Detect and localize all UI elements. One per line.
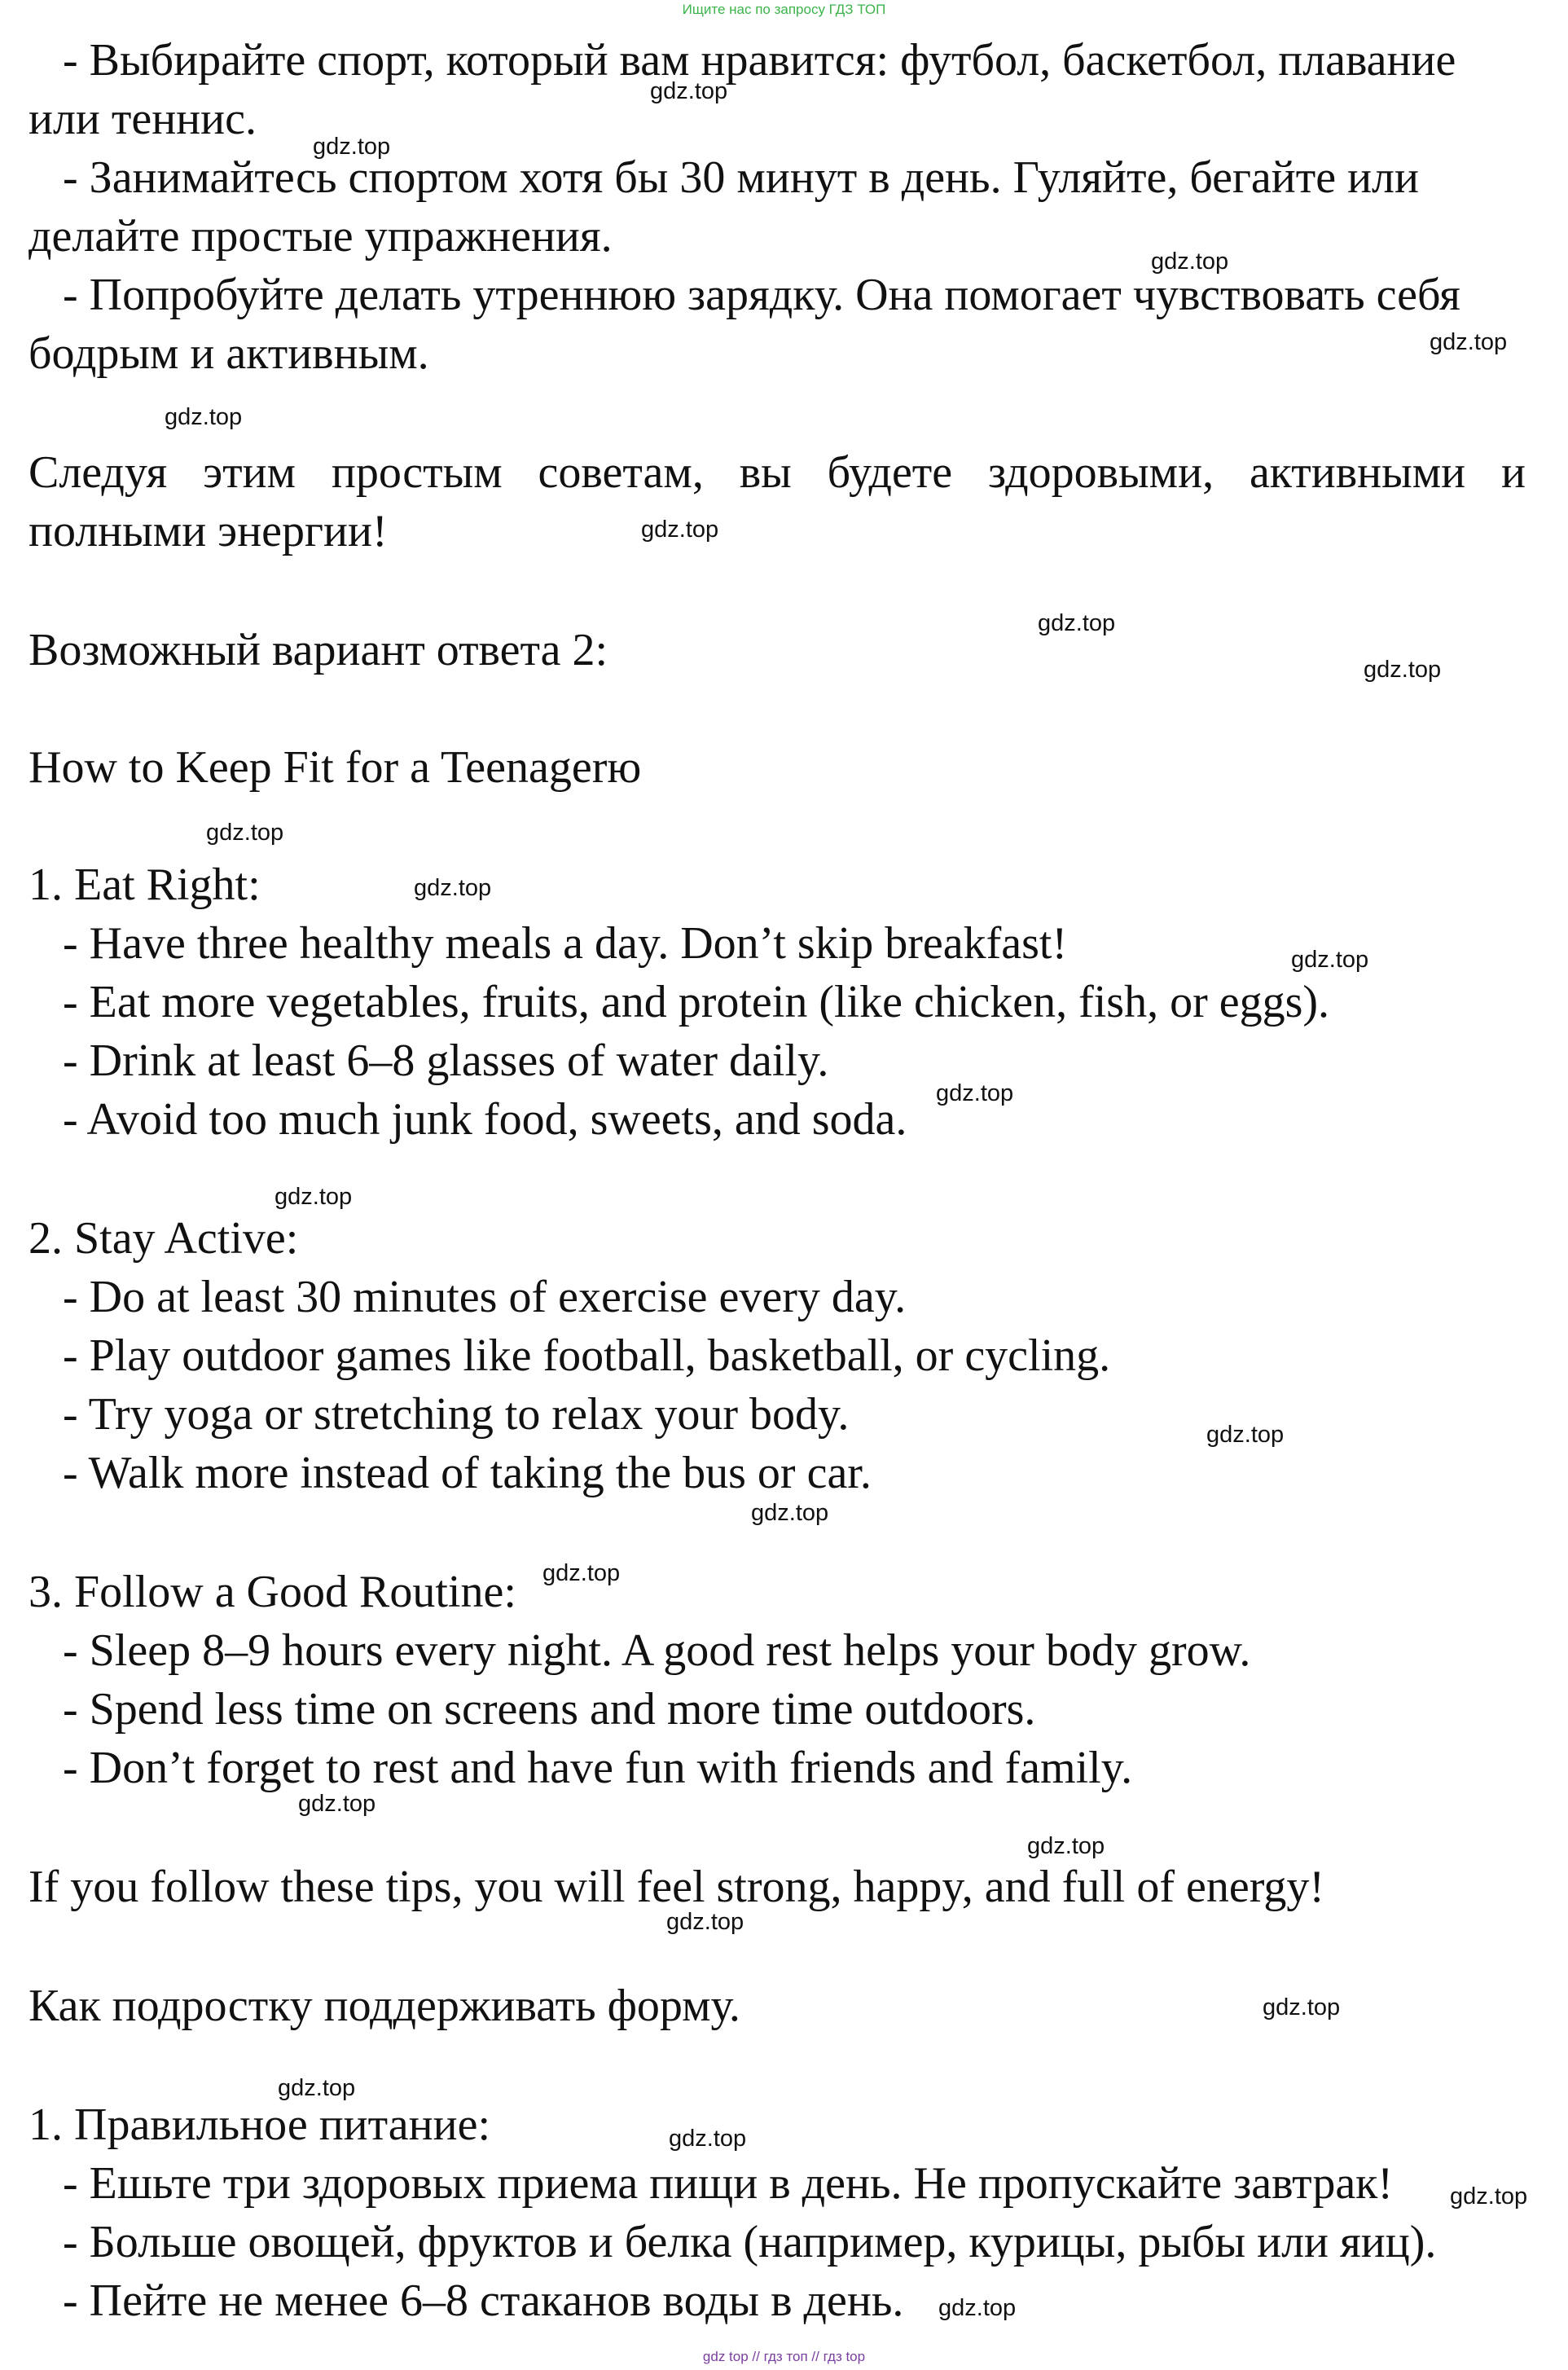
list-item: - Avoid too much junk food, sweets, and soda. bbox=[63, 1094, 907, 1145]
watermark-text: gdz.top bbox=[650, 78, 728, 104]
watermark-text: gdz.top bbox=[1027, 1833, 1105, 1859]
section-heading: 1. Eat Right: bbox=[29, 860, 261, 910]
list-item: - Spend less time on screens and more time outdoors. bbox=[63, 1684, 1036, 1735]
watermark-text: gdz.top bbox=[278, 2075, 356, 2101]
watermark-text: gdz.top bbox=[298, 1791, 376, 1817]
watermark-text: gdz.top bbox=[1450, 2183, 1528, 2210]
section-heading: 1. Правильное питание: bbox=[29, 2100, 490, 2150]
text-line: полными энергии! bbox=[29, 506, 388, 556]
watermark-text: gdz.top bbox=[165, 404, 243, 430]
watermark-text: gdz.top bbox=[641, 517, 719, 543]
watermark-text: gdz.top bbox=[1038, 610, 1116, 636]
text-line: Следуя этим простым советам, вы будете здоровыми, активными и bbox=[29, 447, 1526, 498]
watermark-text: gdz.top bbox=[1430, 329, 1508, 355]
watermark-text: gdz.top bbox=[751, 1500, 829, 1526]
watermark-text: gdz.top bbox=[938, 2295, 1017, 2321]
text-line: бодрым и активным. bbox=[29, 328, 429, 379]
watermark-text: gdz.top bbox=[1206, 1422, 1285, 1448]
document-title: Как подростку поддерживать форму. bbox=[29, 1981, 740, 2031]
list-item: - Have three healthy meals a day. Don’t skip breakfast! bbox=[63, 918, 1068, 969]
text-line: - Выбирайте спорт, который вам нравится: футбол, баскетбол, плавание bbox=[63, 35, 1456, 86]
watermark-text: gdz.top bbox=[275, 1184, 353, 1210]
watermark-text: gdz.top bbox=[542, 1560, 621, 1586]
section-heading: Возможный вариант ответа 2: bbox=[29, 625, 608, 675]
text-line: - Попробуйте делать утреннюю зарядку. Она помогает чувствовать себя bbox=[63, 270, 1460, 320]
watermark-text: gdz.top bbox=[936, 1080, 1014, 1106]
text-line: делайте простые упражнения. bbox=[29, 211, 613, 262]
watermark-text: gdz.top bbox=[1291, 947, 1369, 973]
watermark-text: gdz.top bbox=[313, 134, 391, 160]
section-heading: 2. Stay Active: bbox=[29, 1213, 299, 1264]
watermark-text: gdz.top bbox=[666, 1909, 744, 1935]
list-item: - Eat more vegetables, fruits, and protein (like chicken, fish, or eggs). bbox=[63, 977, 1330, 1027]
top-banner: Ищите нас по запросу ГДЗ ТОП bbox=[682, 2, 886, 17]
list-item: - Больше овощей, фруктов и белка (например, курицы, рыбы или яиц). bbox=[63, 2217, 1437, 2267]
list-item: - Пейте не менее 6–8 стаканов воды в день. bbox=[63, 2275, 904, 2326]
watermark-text: gdz.top bbox=[669, 2126, 747, 2152]
list-item: - Drink at least 6–8 glasses of water daily. bbox=[63, 1036, 829, 1086]
list-item: - Don’t forget to rest and have fun with friends and family. bbox=[63, 1743, 1133, 1793]
list-item: - Ешьте три здоровых приема пищи в день. Не пропускайте завтрак! bbox=[63, 2158, 1394, 2209]
watermark-text: gdz.top bbox=[206, 820, 284, 846]
section-heading: 3. Follow a Good Routine: bbox=[29, 1567, 516, 1617]
list-item: - Sleep 8–9 hours every night. A good rest helps your body grow. bbox=[63, 1625, 1251, 1676]
text-line: - Занимайтесь спортом хотя бы 30 минут в день. Гуляйте, бегайте или bbox=[63, 152, 1419, 203]
watermark-text: gdz.top bbox=[1151, 248, 1229, 275]
conclusion-text: If you follow these tips, you will feel strong, happy, and full of energy! bbox=[29, 1862, 1324, 1912]
text-line: или теннис. bbox=[29, 94, 257, 144]
list-item: - Try yoga or stretching to relax your body. bbox=[63, 1389, 850, 1440]
watermark-text: gdz.top bbox=[1263, 1994, 1341, 2020]
watermark-text: gdz.top bbox=[1364, 657, 1442, 683]
list-item: - Play outdoor games like football, basketball, or cycling. bbox=[63, 1330, 1111, 1381]
watermark-text: gdz.top bbox=[414, 875, 492, 901]
list-item: - Walk more instead of taking the bus or car. bbox=[63, 1448, 872, 1498]
footer-text: gdz top // гдз топ // гдз top bbox=[702, 2349, 866, 2364]
list-item: - Do at least 30 minutes of exercise every day. bbox=[63, 1272, 907, 1322]
document-title: How to Keep Fit for a Teenagerю bbox=[29, 742, 642, 793]
